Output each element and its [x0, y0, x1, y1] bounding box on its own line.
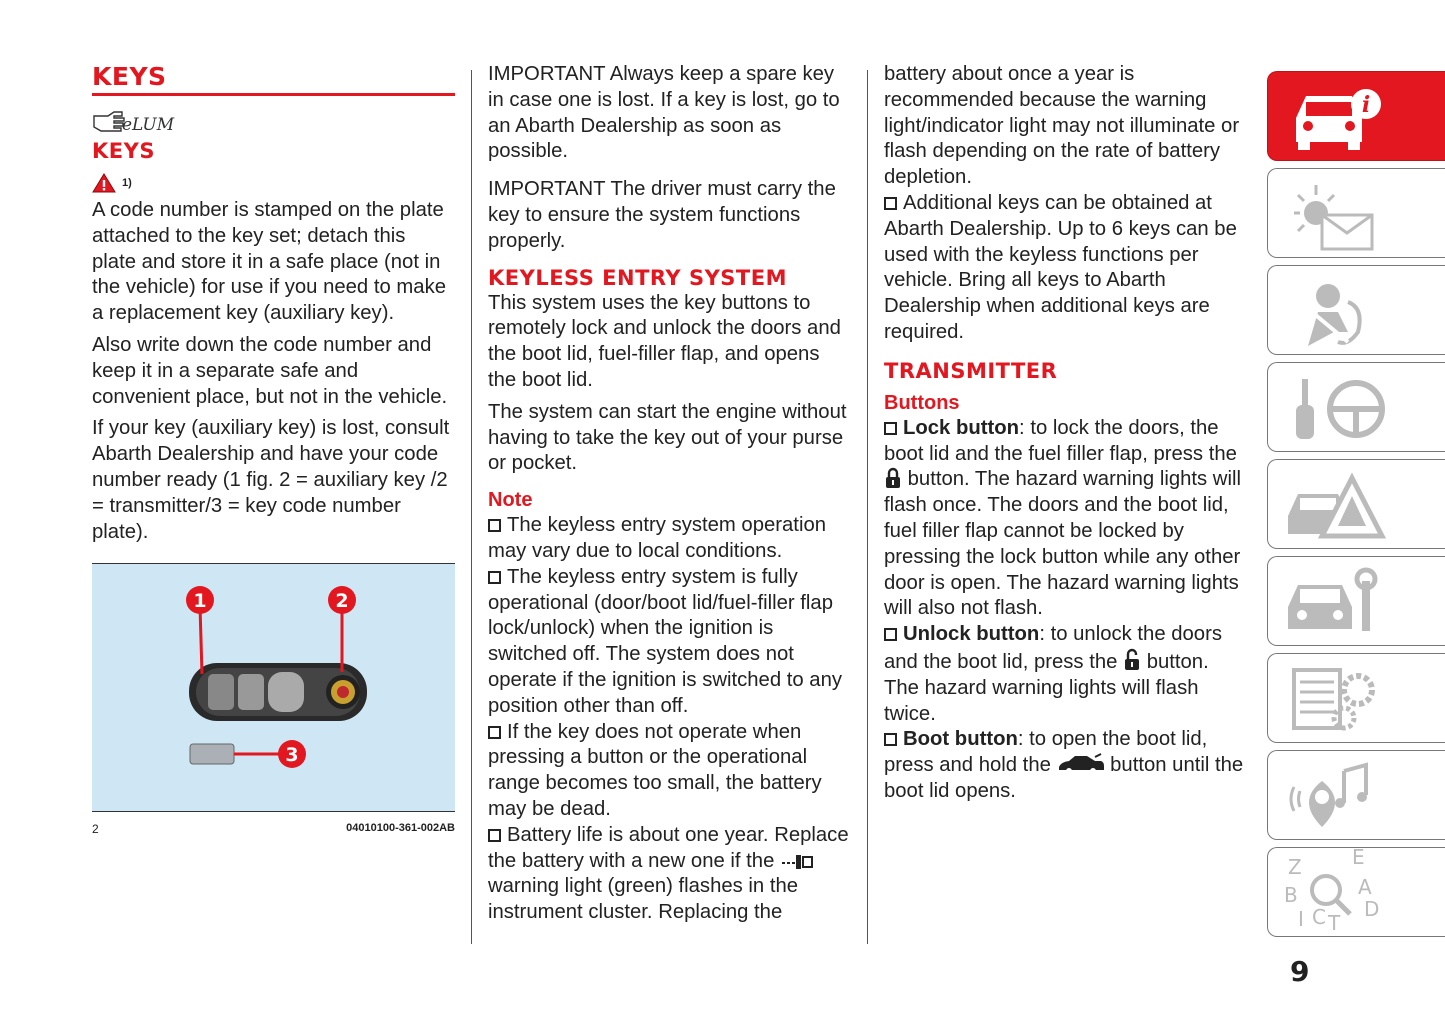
subsection-title: KEYS [92, 139, 155, 163]
buttons-heading: Buttons [884, 391, 960, 414]
warning-triangle-icon [92, 172, 116, 194]
important-note: IMPORTANT Always keep a spare key in case one is lost. If a key is lost, go to an Abarth Dealership as soon as possible. [488, 63, 840, 163]
checkbox-bullet-icon [884, 197, 897, 210]
tab-lights-messages[interactable] [1267, 168, 1445, 258]
airbag-safety-icon [1282, 272, 1402, 350]
car-warning-icon [1282, 466, 1402, 544]
index-letter: T [1328, 911, 1341, 935]
checkbox-bullet-icon [884, 422, 897, 435]
callout-2-label: 2 [335, 590, 349, 613]
index-letter: B [1284, 883, 1298, 907]
title-rule [92, 93, 455, 96]
column-divider [867, 70, 868, 944]
car-wrench-icon [1282, 563, 1402, 641]
specs-gear-icon [1282, 660, 1402, 738]
pointing-hand-icon [92, 106, 175, 135]
figure-caption [92, 822, 455, 836]
tab-maintenance[interactable] [1267, 556, 1445, 646]
tab-safety[interactable] [1267, 265, 1445, 355]
column-1 [92, 62, 455, 836]
tab-starting-driving[interactable] [1267, 362, 1445, 452]
section-title: KEYS [92, 62, 167, 91]
lock-button-item: Lock button: to lock the doors, the boot lid and the fuel filler flap, press the button. The hazard warning lights will flash once. The doors and the boot lid, fuel filler flap cannot be locked by pressing the lock button while any other door is open. The hazard warning lights will also not flash. [884, 416, 1241, 620]
column-3 [884, 62, 1246, 805]
index-letter: D [1364, 897, 1380, 921]
boot-button-item: Boot button: to open the boot lid, press and hold the button until the boot lid opens. [884, 728, 1244, 802]
important-note: IMPORTANT The driver must carry the key to ensure the system functions properly. [488, 178, 836, 252]
key-figure [92, 563, 455, 812]
paragraph: A code number is stamped on the plate attached to the key set; detach this plate and store it in a safe place (not in the vehicle) for use if you need to make a replacement key (auxiliary key). [92, 199, 446, 325]
paragraph: This system uses the key buttons to remotely lock and unlock the doors and the boot lid, fuel-filler flap, and opens the boot lid. [488, 291, 841, 391]
paragraph: Also write down the code number and keep it in a separate safe and convenient place, but not in the vehicle. [92, 333, 448, 408]
index-letter: E [1352, 845, 1365, 869]
index-search-icon [1282, 845, 1402, 935]
elum-badge [92, 106, 455, 136]
column-2 [488, 62, 853, 926]
index-letter: Z [1288, 855, 1302, 879]
svg-text:i: i [1361, 92, 1371, 118]
unlock-icon [1123, 648, 1141, 672]
car-boot-icon [1057, 753, 1105, 775]
note-item: Battery life is about one year. Replace the battery with a new one if the warning light (green) flashes in the instrument cluster. Replacing the [488, 823, 849, 924]
checkbox-bullet-icon [488, 726, 501, 739]
checkbox-bullet-icon [884, 628, 897, 641]
note-item: If the key does not operate when pressing a button or the operational range becomes too small, the battery may be dead. [488, 720, 822, 820]
multimedia-icon [1282, 757, 1402, 835]
elum-label: eLUM [122, 115, 175, 135]
column-divider [471, 70, 472, 944]
key-steering-icon [1282, 369, 1402, 447]
tab-emergency[interactable] [1267, 459, 1445, 549]
checkbox-bullet-icon [884, 733, 897, 746]
lights-message-icon [1282, 175, 1402, 253]
tab-index[interactable] [1267, 847, 1445, 937]
warning-ref-number: 1) [122, 177, 132, 189]
callout-3-label: 3 [285, 744, 299, 767]
callout-1-label: 1 [193, 590, 207, 613]
paragraph: battery about once a year is recommended because the warning light/indicator light may not illuminate or flash depending on the rate of battery depletion. [884, 63, 1240, 189]
checkbox-bullet-icon [488, 571, 501, 584]
car-info-icon [1282, 78, 1402, 156]
key-fob-illustration [92, 564, 455, 811]
checkbox-bullet-icon [488, 829, 501, 842]
tab-technical-data[interactable] [1267, 653, 1445, 743]
checkbox-bullet-icon [488, 519, 501, 532]
note-item: The keyless entry system operation may vary due to local conditions. [488, 514, 827, 562]
transmitter-heading: TRANSMITTER [884, 358, 1058, 383]
note-heading: Note [488, 489, 533, 512]
index-letter: A [1358, 875, 1372, 899]
lock-icon [884, 467, 902, 489]
unlock-button-item: Unlock button: to unlock the doors and the boot lid, press the button. The hazard warning lights will flash twice. [884, 623, 1222, 725]
key-battery-warning-icon [780, 851, 814, 871]
figure-number: 2 [92, 822, 99, 837]
keyless-heading: KEYLESS ENTRY SYSTEM [488, 265, 787, 290]
tab-car-info[interactable] [1267, 71, 1445, 161]
note-item: The keyless entry system is fully operational (door/boot lid/fuel-filler flap lock/unlock) when the ignition is switched off. The system does not operate if the ignition is switched to any position other than off. [488, 565, 843, 717]
paragraph: If your key (auxiliary key) is lost, consult Abarth Dealership and have your code number ready (1 fig. 2 = auxiliary key /2 = transmitter/3 = key code number plate). [92, 417, 450, 543]
paragraph: The system can start the engine without having to take the key out of your purse or pocket. [488, 400, 847, 475]
warning-ref [92, 168, 455, 198]
index-letter: I [1298, 907, 1304, 931]
figure-code: 04010100-361-002AB [346, 822, 455, 835]
note-item: Additional keys can be obtained at Abarth Dealership. Up to 6 keys can be used with the keyless functions per vehicle. Bring all keys to Abarth Dealership when additional keys are required. [884, 191, 1237, 343]
page-number: 9 [1290, 955, 1310, 988]
tab-multimedia[interactable] [1267, 750, 1445, 840]
index-letter: C [1312, 905, 1326, 929]
